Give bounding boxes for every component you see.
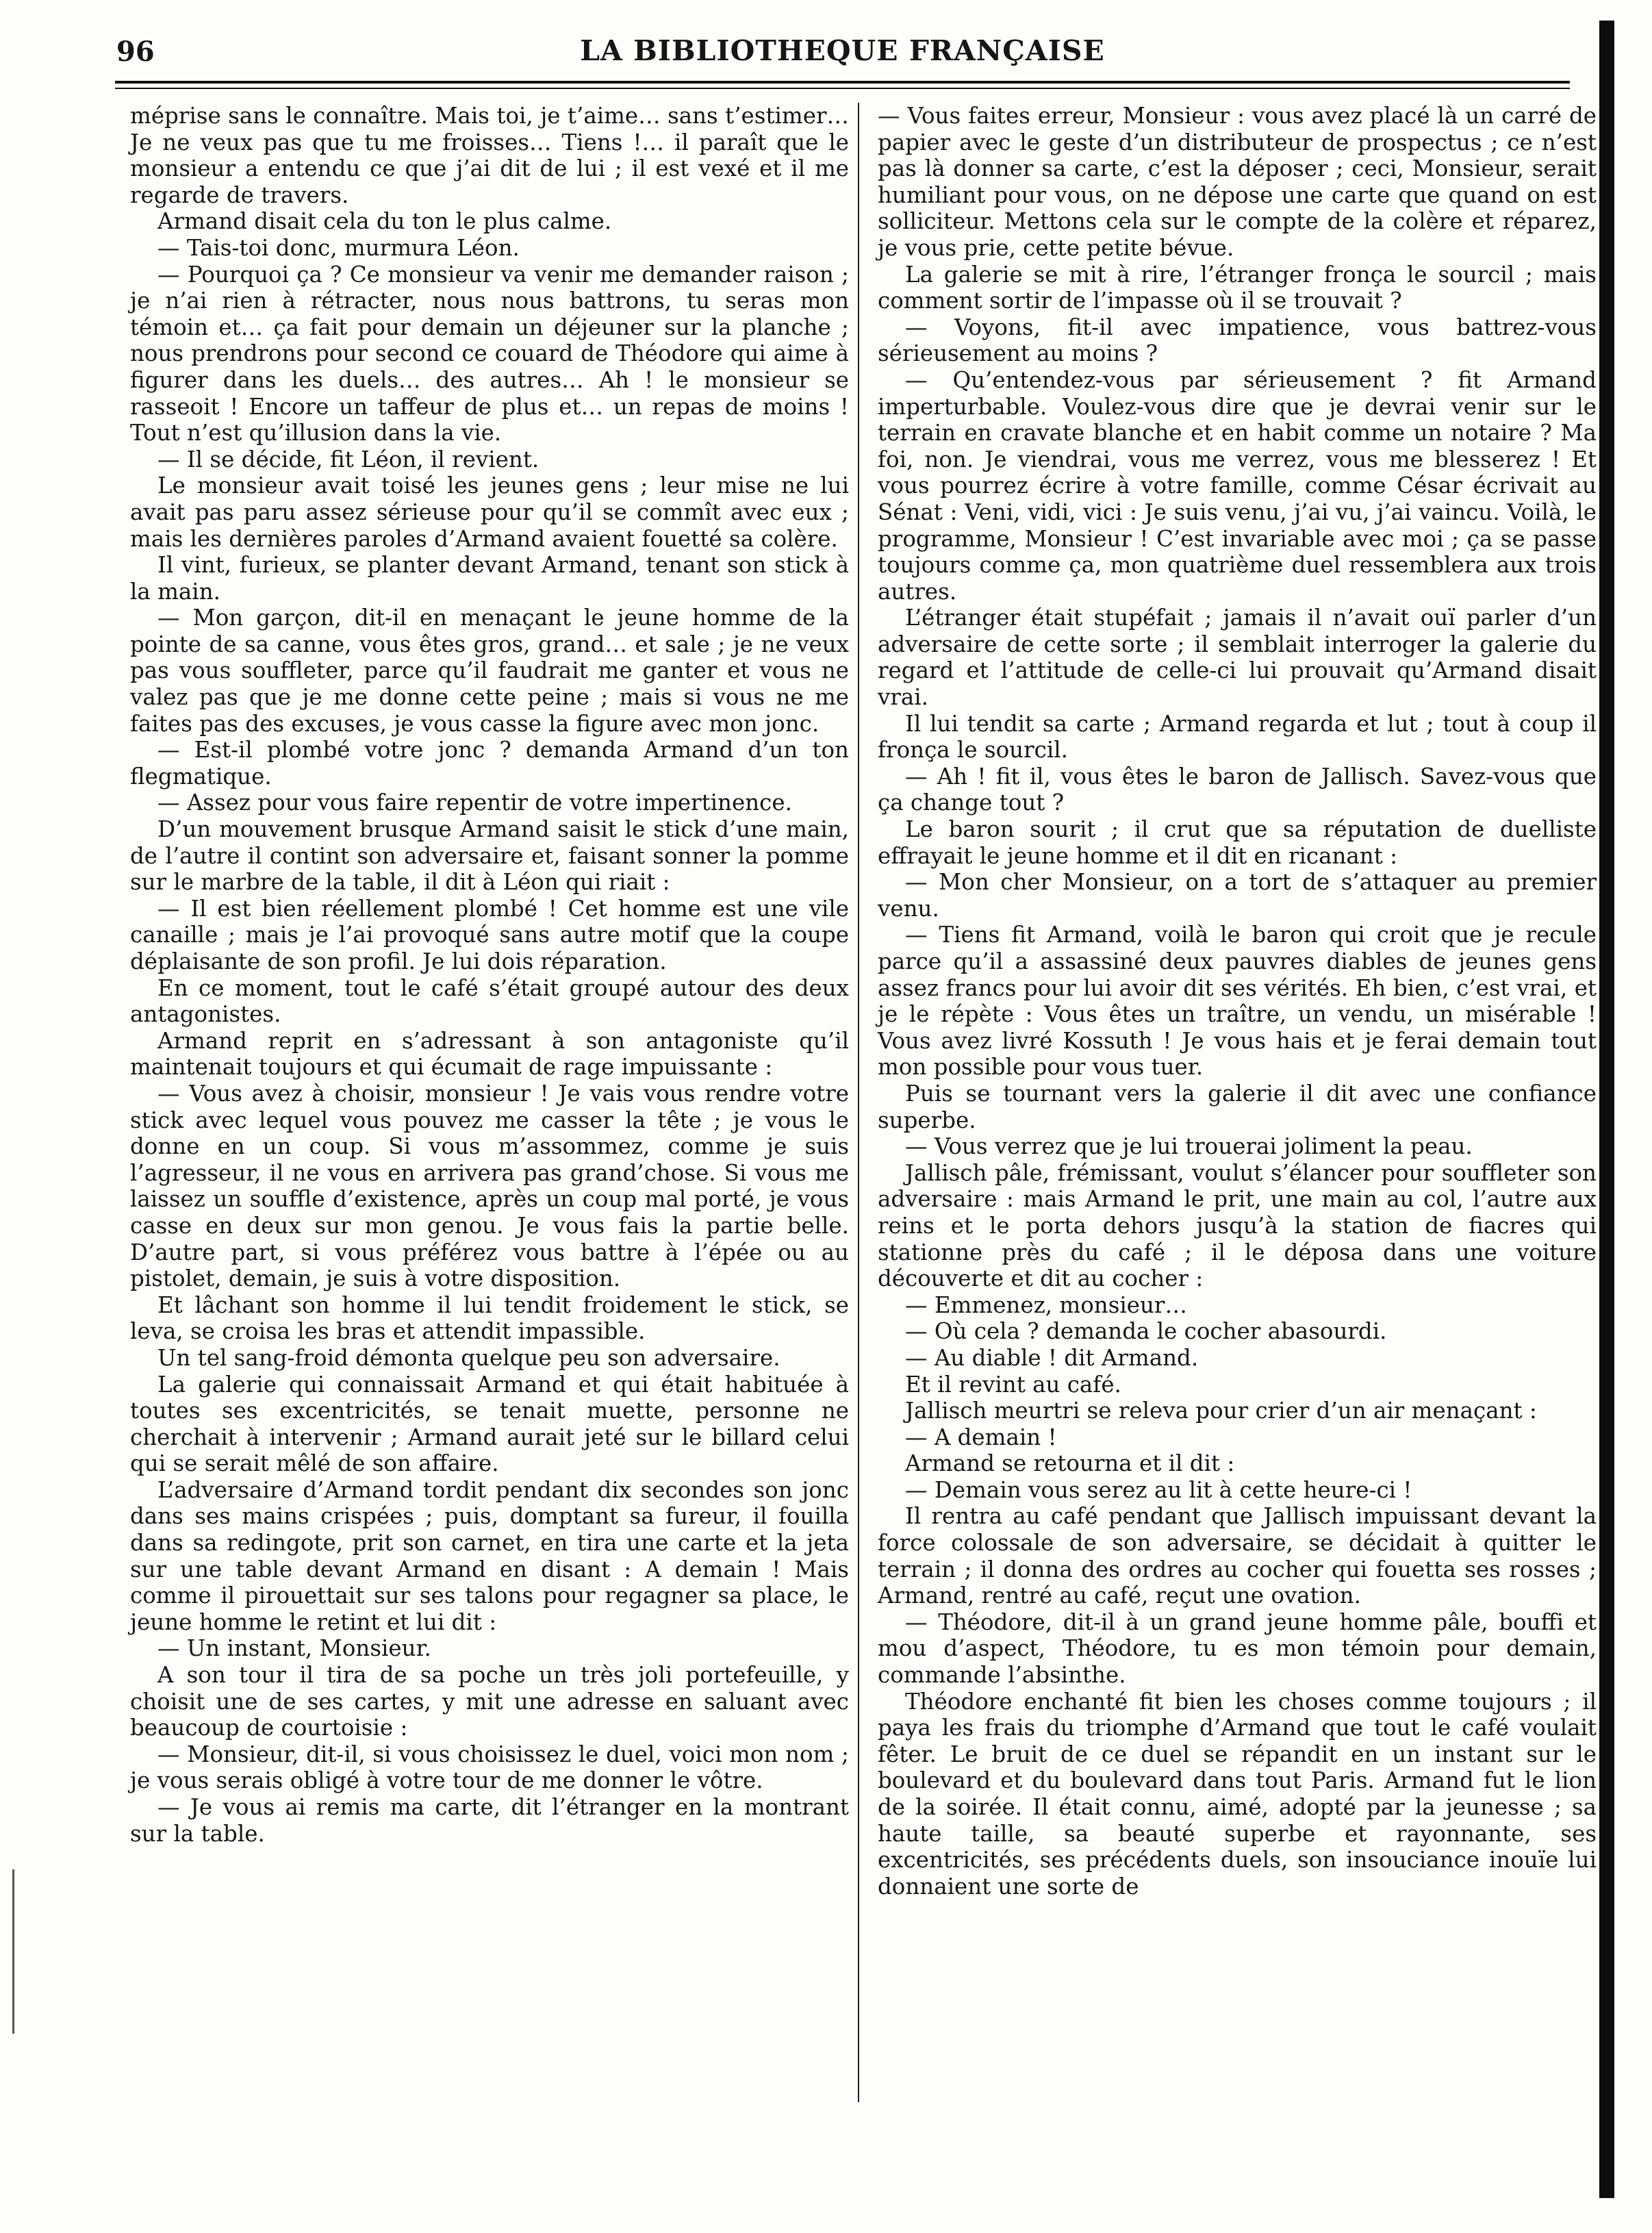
paragraph: A son tour il tira de sa poche un très joli portefeuille, y choisit une de ses cartes, y mit une adresse en saluant avec beaucoup de courtoisie :	[130, 1662, 849, 1741]
paragraph: méprise sans le connaître. Mais toi, je t’aime… sans t’estimer… Je ne veux pas que tu me froisses… Tiens !… il paraît que le monsieur a entendu ce que j’ai dit de lui ; il est vexé et il me regarde de travers.	[130, 103, 849, 208]
paragraph: Puis se tournant vers la galerie il dit avec une confiance superbe.	[878, 1080, 1597, 1133]
paragraph: — Assez pour vous faire repentir de votre impertinence.	[157, 790, 792, 816]
paragraph: — Mon cher Monsieur, on a tort de s’attaquer au premier venu.	[878, 869, 1597, 922]
paragraph: Le monsieur avait toisé les jeunes gens ; leur mise ne lui avait pas paru assez sérieuse pour qu’il se commît avec eux ; mais les dernières paroles d’Armand avaient fouetté sa colère.	[130, 472, 849, 552]
paragraph: — Tiens fit Armand, voilà le baron qui croit que je recule parce qu’il a assassiné deux pauvres diables de jeunes gens assez francs pour lui avoir dit ses vérités. Eh bien, c’est vrai, et je le répète : Vous êtes un traître, un vendu, un misérable ! Vous avez livré Kossuth ! Je vous hais et je ferai demain tout mon possible pour vous tuer.	[878, 922, 1597, 1081]
paragraph: — Où cela ? demanda le cocher abasourdi.	[905, 1318, 1387, 1345]
paragraph: — Monsieur, dit-il, si vous choisissez le duel, voici mon nom ; je vous serais obligé à votre tour de me donner le vôtre.	[130, 1741, 849, 1794]
paragraph: — Théodore, dit-il à un grand jeune homme pâle, bouffi et mou d’aspect, Théodore, tu es mon témoin pour demain, commande l’absinthe.	[878, 1608, 1597, 1689]
paragraph: L’adversaire d’Armand tordit pendant dix secondes son jonc dans ses mains crispées ; puis, domptant sa fureur, il fouilla dans sa redingote, prit son carnet, en tira une carte et la jeta sur une table devant Armand en disant : A demain ! Mais comme il pirouettait sur ses talons pour regagner sa place, le jeune homme le retint et lui dit :	[130, 1476, 849, 1635]
paragraph: — Pourquoi ça ? Ce monsieur va venir me demander raison ; je n’ai rien à rétracter, nous nous battrons, tu seras mon témoin et… ça fait pour demain un déjeuner sur la planche ; nous prendrons pour second ce couard de Théodore qui aime à figurer dans les duels… des autres… Ah ! le monsieur se rasseoit ! Encore un taffeur de plus et… un repas de moins ! Tout n’est qu’illusion dans la vie.	[130, 261, 849, 446]
paragraph: Un tel sang-froid démonta quelque peu son adversaire.	[157, 1344, 780, 1371]
paragraph: — Vous faites erreur, Monsieur : vous avez placé là un carré de papier avec le geste d’un distributeur de prospectus ; ce n’est pas là donner sa carte, c’est la déposer ; ceci, Monsieur, serait humiliant pour vous, on ne dépose une carte que quand on est solliciteur. Mettons cela sur le compte de la colère et réparez, je vous prie, cette petite bévue.	[878, 103, 1597, 261]
paragraph: — Un instant, Monsieur.	[157, 1635, 431, 1662]
paragraph: D’un mouvement brusque Armand saisit le stick d’une main, de l’autre il contint son adversaire et, faisant sonner la pomme sur le marbre de la table, il dit à Léon qui riait :	[130, 816, 849, 896]
paragraph: En ce moment, tout le café s’était groupé autour des deux antagonistes.	[130, 974, 849, 1028]
paragraph: — Qu’entendez-vous par sérieusement ? fit Armand imperturbable. Voulez-vous dire que je devrai venir sur le terrain en cravate blanche et en habit comme un notaire ? Ma foi, non. Je viendrai, vous me verrez, vous me blesserez ! Et vous pourrez écrire à votre famille, comme César écrivait au Sénat : Veni, vidi, vici : Je suis venu, j’ai vu, j’ai vaincu. Voilà, le programme, Monsieur ! C’est invariable avec moi ; ça se passe toujours comme ça, mon quatrième duel ressemblera aux trois autres.	[878, 366, 1597, 605]
paragraph: — Est-il plombé votre jonc ? demanda Armand d’un ton flegmatique.	[130, 737, 849, 790]
paragraph: La galerie qui connaissait Armand et qui était habituée à toutes ses excentricités, se tenait muette, personne ne cherchait à intervenir ; Armand aurait jeté sur le billard celui qui se serait mêlé de son affaire.	[130, 1371, 849, 1477]
page-header	[115, 30, 1570, 85]
paragraph: — Vous verrez que je lui trouerai joliment la peau.	[905, 1133, 1473, 1160]
paragraph: Le baron sourit ; il crut que sa réputation de duelliste effrayait le jeune homme et il dit en ricanant :	[878, 816, 1597, 869]
running-title: LA BIBLIOTHEQUE FRANÇAISE	[580, 34, 1105, 67]
paragraph: — Voyons, fit-il avec impatience, vous battrez-vous sérieusement au moins ?	[878, 314, 1597, 367]
paragraph: — Au diable ! dit Armand.	[905, 1344, 1199, 1371]
paragraph: — Il est bien réellement plombé ! Cet homme est une vile canaille ; mais je l’ai provoqué sans autre motif que la coupe déplaisante de son profil. Je lui dois réparation.	[130, 895, 849, 974]
header-rule-thin	[115, 88, 1570, 89]
paragraph: Armand se retourna et il dit :	[905, 1450, 1235, 1477]
paragraph: Théodore enchanté fit bien les choses comme toujours ; il paya les frais du triomphe d’Armand que tout le café voulait fêter. Le bruit de ce duel se répandit en un instant sur le boulevard et du boulevard dans tout Paris. Armand fut le lion de la soirée. Il était connu, aimé, adopté par la jeunesse ; sa haute taille, sa beauté superbe et rayonnante, ses excentricités, ses précédents duels, son insouciance inouïe lui donnaient une sorte de	[878, 1688, 1597, 1900]
paragraph: Jallisch meurtri se releva pour crier d’un air menaçant :	[905, 1398, 1537, 1424]
paragraph: Jallisch pâle, frémissant, voulut s’élancer pour souffleter son adversaire : mais Armand le prit, une main au col, l’autre aux reins et le porta dehors jusqu’à la station de fiacres qui stationne près du café ; il le déposa dans une voiture découverte et dit au cocher :	[878, 1159, 1597, 1292]
paragraph: — Demain vous serez au lit à cette heure-ci !	[905, 1476, 1412, 1503]
margin-mark	[12, 1869, 14, 2034]
paragraph: — Tais-toi donc, murmura Léon.	[157, 234, 520, 261]
paragraph: Il rentra au café pendant que Jallisch impuissant devant la force colossale de son adversaire, se décidait à quitter le terrain ; il donna des ordres au cocher qui fouetta ses rosses ; Armand, rentré au café, reçut une ovation.	[878, 1503, 1597, 1609]
paragraph: Il lui tendit sa carte ; Armand regarda et lut ; tout à coup il fronça le sourcil.	[878, 710, 1597, 764]
paragraph: — Mon garçon, dit-il en menaçant le jeune homme de la pointe de sa canne, vous êtes gros, grand… et sale ; je ne veux pas vous souffleter, parce qu’il faudrait me ganter et vous ne valez pas que je me donne cette peine ; mais si vous ne me faites pas des excuses, je vous casse la figure avec mon jonc.	[130, 605, 849, 737]
paragraph: — Vous avez à choisir, monsieur ! Je vais vous rendre votre stick avec lequel vous pouvez me casser la tête ; je vous le donne en un coup. Si vous m’assommez, comme je suis l’agresseur, il ne vous en arrivera pas grand’chose. Si vous me laissez un souffle d’existence, après un coup mal porté, je vous casse en deux sur mon genou. Je vous fais la partie belle. D’autre part, si vous préférez vous battre à l’épée ou au pistolet, demain, je suis à votre disposition.	[130, 1080, 849, 1292]
paragraph: — Ah ! fit il, vous êtes le baron de Jallisch. Savez-vous que ça change tout ?	[878, 763, 1597, 816]
column-divider	[858, 103, 859, 2102]
paragraph: — Je vous ai remis ma carte, dit l’étranger en la montrant sur la table.	[130, 1794, 849, 1847]
page-number: 96	[116, 36, 155, 68]
right-column	[878, 103, 1597, 1900]
left-column	[130, 103, 849, 1847]
paragraph: Armand reprit en s’adressant à son antagoniste qu’il maintenait toujours et qui écumait de rage impuissante :	[130, 1027, 849, 1081]
paragraph: Et il revint au café.	[905, 1371, 1121, 1398]
binding-edge-bar	[1599, 21, 1614, 2198]
header-rule-thick	[115, 81, 1570, 84]
paragraph: Et lâchant son homme il lui tendit froidement le stick, se leva, se croisa les bras et attendit impassible.	[130, 1291, 849, 1345]
paragraph: — Emmenez, monsieur…	[905, 1291, 1187, 1318]
paragraph: — Il se décide, fit Léon, il revient.	[157, 446, 539, 472]
paragraph: L’étranger était stupéfait ; jamais il n’avait ouï parler d’un adversaire de cette sorte ; il semblait interroger la galerie du regard et l’attitude de celle-ci lui prouvait qu’Armand disait vrai.	[878, 605, 1597, 711]
paragraph: Il vint, furieux, se planter devant Armand, tenant son stick à la main.	[130, 552, 849, 605]
paragraph: La galerie se mit à rire, l’étranger fronça le sourcil ; mais comment sortir de l’impasse où il se trouvait ?	[878, 261, 1597, 314]
paragraph: Armand disait cela du ton le plus calme.	[157, 208, 612, 235]
paragraph: — A demain !	[905, 1424, 1057, 1450]
